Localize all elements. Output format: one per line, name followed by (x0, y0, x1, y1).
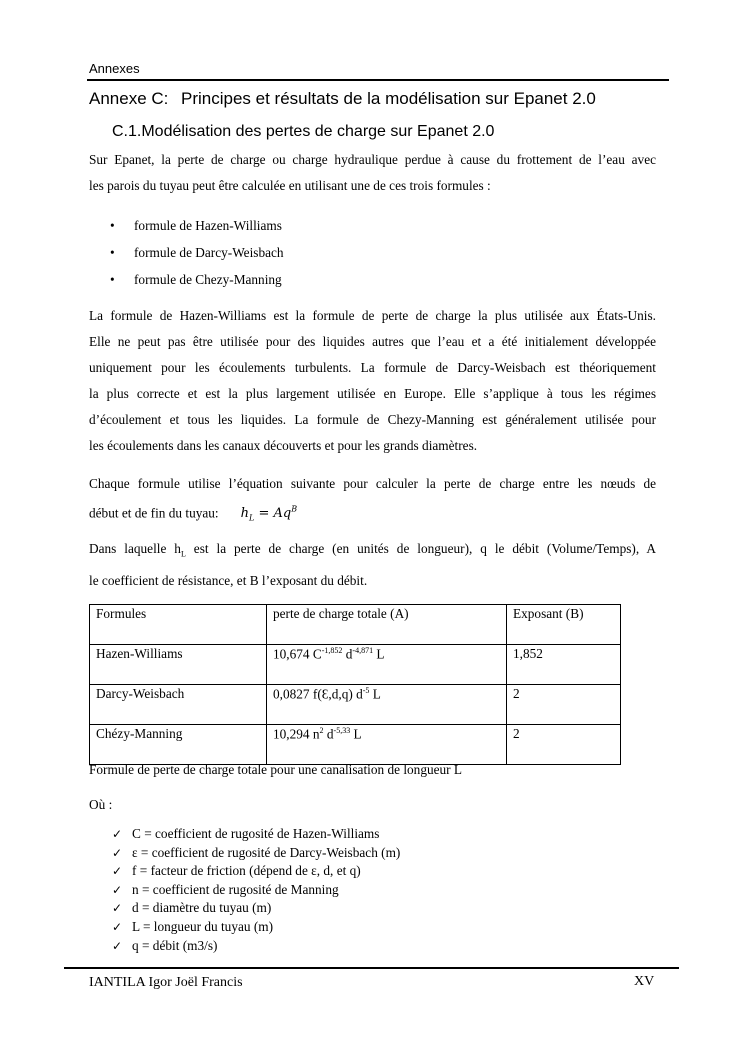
checkmark-icon: ✓ (112, 919, 123, 934)
variable-definitions-list (112, 825, 400, 955)
paragraph-line: Chaque formule utilise l’équation suivante pour calculer la perte de charge entre les nœuds de (89, 476, 656, 491)
where-label: Où : (89, 797, 113, 812)
table-caption: Formule de perte de charge totale pour une canalisation de longueur L (89, 762, 463, 777)
intro-line-2: les parois du tuyau peut être calculée en utilisant une de ces trois formules : (89, 178, 491, 193)
list-item: ✓ f = facteur de friction (dépend de ε, d, et q) (112, 863, 361, 879)
table-row (90, 725, 621, 765)
formula-name: Hazen-Williams (90, 645, 267, 685)
checkmark-icon: ✓ (112, 845, 123, 860)
formula-expression: 10,294 $n^2$ $d^{-5,33}$ L (267, 725, 507, 765)
head-loss-equation: $h_L = Aq^B$ (240, 505, 298, 523)
table-header-row (90, 605, 621, 645)
table-header: Formules (90, 605, 267, 645)
formula-exponent: 2 (507, 725, 621, 765)
table-header: Exposant (B) (507, 605, 621, 645)
annex-title (89, 89, 596, 109)
paragraph-line: Dans laquelle $h_L$ est la perte de charge (en unités de longueur), q le débit (Volume/Temps), A (89, 541, 656, 559)
running-head: Annexes (89, 61, 140, 76)
formula-name: Darcy-Weisbach (90, 685, 267, 725)
list-item: • formule de Hazen-Williams (110, 214, 284, 241)
paragraph-line: la plus correcte et est la plus largement utilisée en Europe. Elle s’applique à tous les régimes (89, 386, 656, 401)
page-number: XV (634, 974, 655, 989)
checkmark-icon: ✓ (112, 864, 123, 879)
footer-rule (64, 967, 679, 969)
formula-expression: 0,0827 f(Ɛ,d,q) $d^{-5}$ L (267, 685, 507, 725)
formula-expression: 10,674 $C^{-1,852}$ $d^{-4,871}$ L (267, 645, 507, 685)
formula-name: Chézy-Manning (90, 725, 267, 765)
paragraph-line: uniquement pour les écoulements turbulents. La formule de Darcy-Weisbach est théoriquement (89, 360, 656, 375)
paragraph-line: d’écoulement et tous les liquides. La formule de Chezy-Manning est généralement utilisée pour (89, 412, 656, 427)
checkmark-icon: ✓ (112, 827, 123, 841)
formula-bullet-list (110, 214, 284, 295)
header-rule (87, 79, 669, 81)
comparison-paragraph (89, 303, 656, 459)
intro-line-1: Sur Epanet, la perte de charge ou charge hydraulique perdue à cause du frottement de l’eau avec (89, 152, 656, 167)
annex-number: Annexe C: (89, 89, 169, 108)
annex-title-text: Principes et résultats de la modélisation sur Epanet 2.0 (181, 89, 596, 108)
bullet-icon: • (110, 272, 115, 287)
paragraph-line: le coefficient de résistance, et B l’exposant du débit. (89, 572, 368, 588)
list-item: ✓ n = coefficient de rugosité de Manning (112, 881, 339, 897)
definition-paragraph (89, 536, 656, 594)
list-item: ✓ ε = coefficient de rugosité de Darcy-Weisbach (m) (112, 844, 401, 860)
list-item: • formule de Chezy-Manning (110, 268, 284, 295)
list-item: ✓ C = coefficient de rugosité de Hazen-Williams (112, 826, 380, 841)
list-item: ✓ q = débit (m3/s) (112, 937, 218, 953)
paragraph-line: Elle ne peut pas être utilisée pour des liquides autres que l’eau et a été initialement développée (89, 334, 656, 349)
bullet-icon: • (110, 218, 115, 233)
checkmark-icon: ✓ (112, 901, 123, 916)
checkmark-icon: ✓ (112, 882, 123, 897)
list-item: ✓ d = diamètre du tuyau (m) (112, 900, 272, 916)
head-loss-table (89, 604, 621, 765)
bullet-icon: • (110, 245, 115, 260)
paragraph-line: début et de fin du tuyau: $h_L = Aq^B$ (89, 505, 298, 523)
formula-exponent: 1,852 (507, 645, 621, 685)
section-title: C.1.Modélisation des pertes de charge sur Epanet 2.0 (112, 123, 495, 140)
table-row (90, 645, 621, 685)
footer-author: IANTILA Igor Joël Francis (89, 975, 243, 990)
list-item: • formule de Darcy-Weisbach (110, 241, 284, 268)
checkmark-icon: ✓ (112, 938, 123, 953)
equation-paragraph (89, 471, 656, 532)
paragraph-line: La formule de Hazen-Williams est la formule de perte de charge la plus utilisée aux États-Unis. (89, 308, 656, 323)
intro-paragraph (89, 147, 656, 199)
formula-exponent: 2 (507, 685, 621, 725)
table-header: perte de charge totale (A) (267, 605, 507, 645)
table-row (90, 685, 621, 725)
list-item: ✓ L = longueur du tuyau (m) (112, 918, 274, 934)
paragraph-line: les écoulements dans les canaux découverts et pour les grands diamètres. (89, 438, 478, 453)
